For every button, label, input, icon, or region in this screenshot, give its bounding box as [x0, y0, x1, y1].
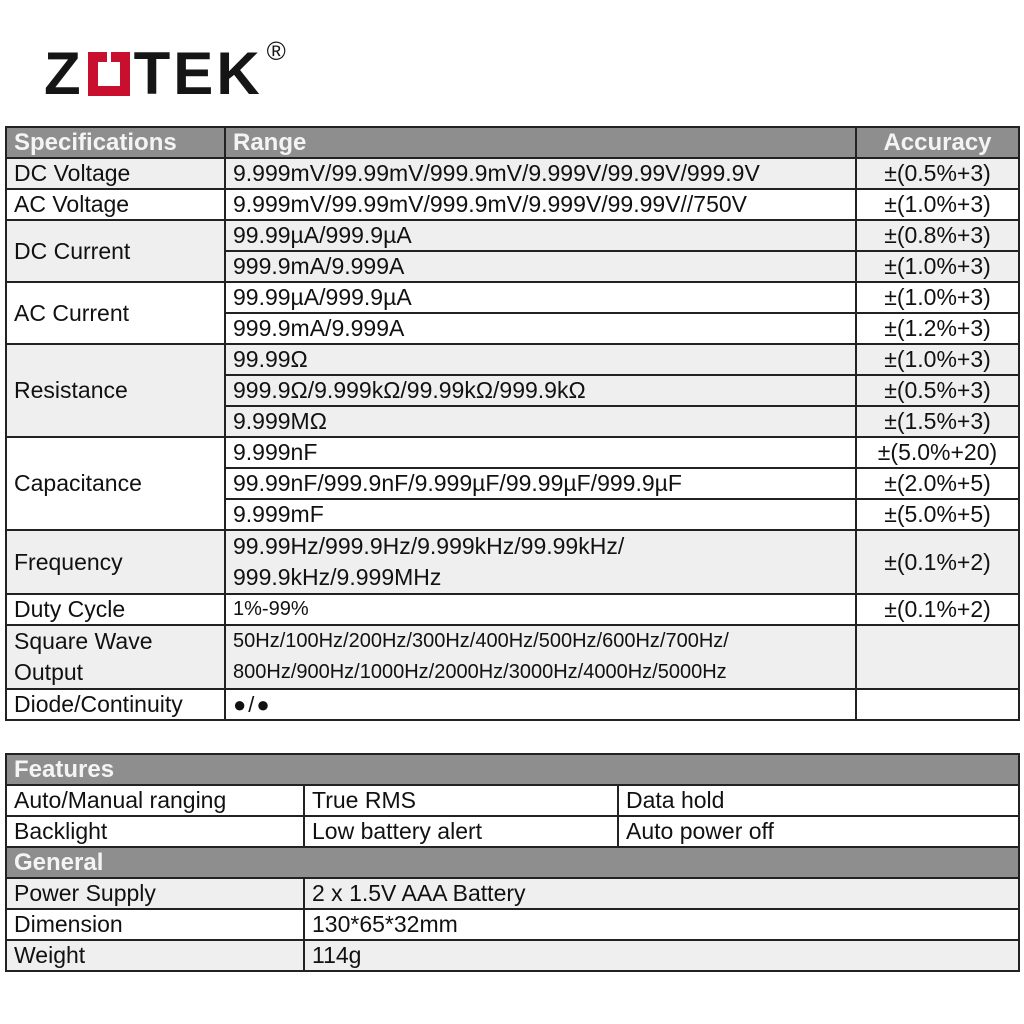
range-line-1: 50Hz/100Hz/200Hz/300Hz/400Hz/500Hz/600Hz/700Hz/ [233, 630, 729, 652]
range-line-2: 800Hz/900Hz/1000Hz/2000Hz/3000Hz/4000Hz/5000Hz [233, 661, 727, 683]
spec-label: DC Voltage [6, 158, 225, 189]
feature-item: Data hold [618, 785, 1019, 816]
spec-range: 9.999mV/99.99mV/999.9mV/9.999V/99.99V/999.9V [225, 158, 856, 189]
spec-accuracy: ±(0.5%+3) [856, 158, 1019, 189]
spec-range: 1%-99% [225, 594, 856, 625]
row-ac-voltage [6, 189, 1019, 220]
spec-accuracy: ±(1.0%+3) [856, 189, 1019, 220]
row-resistance-1 [6, 344, 1019, 375]
spec-accuracy: ±(5.0%+5) [856, 499, 1019, 530]
row-dc-voltage [6, 158, 1019, 189]
spec-accuracy [856, 689, 1019, 720]
spec-range: 999.9mA/9.999A [225, 313, 856, 344]
spec-range: 9.999mF [225, 499, 856, 530]
label-line-1: Square Wave [14, 628, 153, 654]
spec-label: Diode/Continuity [6, 689, 225, 720]
general-row-weight [6, 940, 1019, 971]
general-value: 114g [304, 940, 1019, 971]
spec-label: Frequency [6, 530, 225, 594]
spec-label: DC Current [6, 220, 225, 282]
spec-range: 9.999nF [225, 437, 856, 468]
row-capacitance-1 [6, 437, 1019, 468]
spec-label: Duty Cycle [6, 594, 225, 625]
spec-label: AC Voltage [6, 189, 225, 220]
feature-item: True RMS [304, 785, 618, 816]
spec-range: 99.99Ω [225, 344, 856, 375]
spec-label: Capacitance [6, 437, 225, 530]
spec-range: 999.9Ω/9.999kΩ/99.99kΩ/999.9kΩ [225, 375, 856, 406]
spec-accuracy: ±(1.0%+3) [856, 344, 1019, 375]
feature-item: Low battery alert [304, 816, 618, 847]
spec-range: 99.99µA/999.9µA [225, 220, 856, 251]
row-diode-continuity [6, 689, 1019, 720]
row-duty-cycle [6, 594, 1019, 625]
spec-range: 999.9mA/9.999A [225, 251, 856, 282]
spec-accuracy: ±(0.5%+3) [856, 375, 1019, 406]
spec-accuracy [856, 625, 1019, 689]
spec-label: AC Current [6, 282, 225, 344]
spec-range: 99.99nF/999.9nF/9.999µF/99.99µF/999.9µF [225, 468, 856, 499]
feature-item: Backlight [6, 816, 304, 847]
spec-range [225, 625, 856, 689]
spec-label [6, 625, 225, 689]
range-line-1: 99.99Hz/999.9Hz/9.999kHz/99.99kHz/ [233, 533, 625, 559]
feature-item: Auto power off [618, 816, 1019, 847]
spec-range: 9.999mV/99.99mV/999.9mV/9.999V/99.99V//750V [225, 189, 856, 220]
features-header-row [6, 754, 1019, 785]
registered-mark: ® [266, 36, 289, 66]
general-value: 2 x 1.5V AAA Battery [304, 878, 1019, 909]
spec-range: ●/● [225, 689, 856, 720]
spec-accuracy: ±(2.0%+5) [856, 468, 1019, 499]
label-line-2: Output [14, 659, 84, 685]
spec-accuracy: ±(1.0%+3) [856, 282, 1019, 313]
spec-label: Resistance [6, 344, 225, 437]
row-ac-current-1 [6, 282, 1019, 313]
spec-range: 9.999MΩ [225, 406, 856, 437]
header-accuracy: Accuracy [856, 127, 1019, 158]
spec-accuracy: ±(0.1%+2) [856, 594, 1019, 625]
logo-letters-tek: TEK [133, 40, 263, 107]
general-row-dimension [6, 909, 1019, 940]
spec-range [225, 530, 856, 594]
row-frequency [6, 530, 1019, 594]
general-title: General [6, 847, 1019, 878]
range-line-2: 999.9kHz/9.999MHz [233, 564, 442, 590]
spec-accuracy: ±(5.0%+20) [856, 437, 1019, 468]
spec-accuracy: ±(0.1%+2) [856, 530, 1019, 594]
features-table [5, 753, 1020, 972]
spec-accuracy: ±(1.0%+3) [856, 251, 1019, 282]
features-row [6, 816, 1019, 847]
row-dc-current-1 [6, 220, 1019, 251]
specifications-table [5, 126, 1020, 721]
feature-item: Auto/Manual ranging [6, 785, 304, 816]
logo-letter-z: Z [44, 40, 84, 107]
spec-range: 99.99µA/999.9µA [225, 282, 856, 313]
features-row [6, 785, 1019, 816]
logo-o-mark [88, 52, 130, 96]
spec-accuracy: ±(1.2%+3) [856, 313, 1019, 344]
general-row-power [6, 878, 1019, 909]
header-range: Range [225, 127, 856, 158]
features-title: Features [6, 754, 1019, 785]
zotek-logo [44, 36, 289, 107]
spec-accuracy: ±(0.8%+3) [856, 220, 1019, 251]
general-label: Dimension [6, 909, 304, 940]
general-label: Power Supply [6, 878, 304, 909]
spec-header-row [6, 127, 1019, 158]
general-header-row [6, 847, 1019, 878]
general-label: Weight [6, 940, 304, 971]
row-square-wave [6, 625, 1019, 689]
spec-accuracy: ±(1.5%+3) [856, 406, 1019, 437]
general-value: 130*65*32mm [304, 909, 1019, 940]
header-specifications: Specifications [6, 127, 225, 158]
